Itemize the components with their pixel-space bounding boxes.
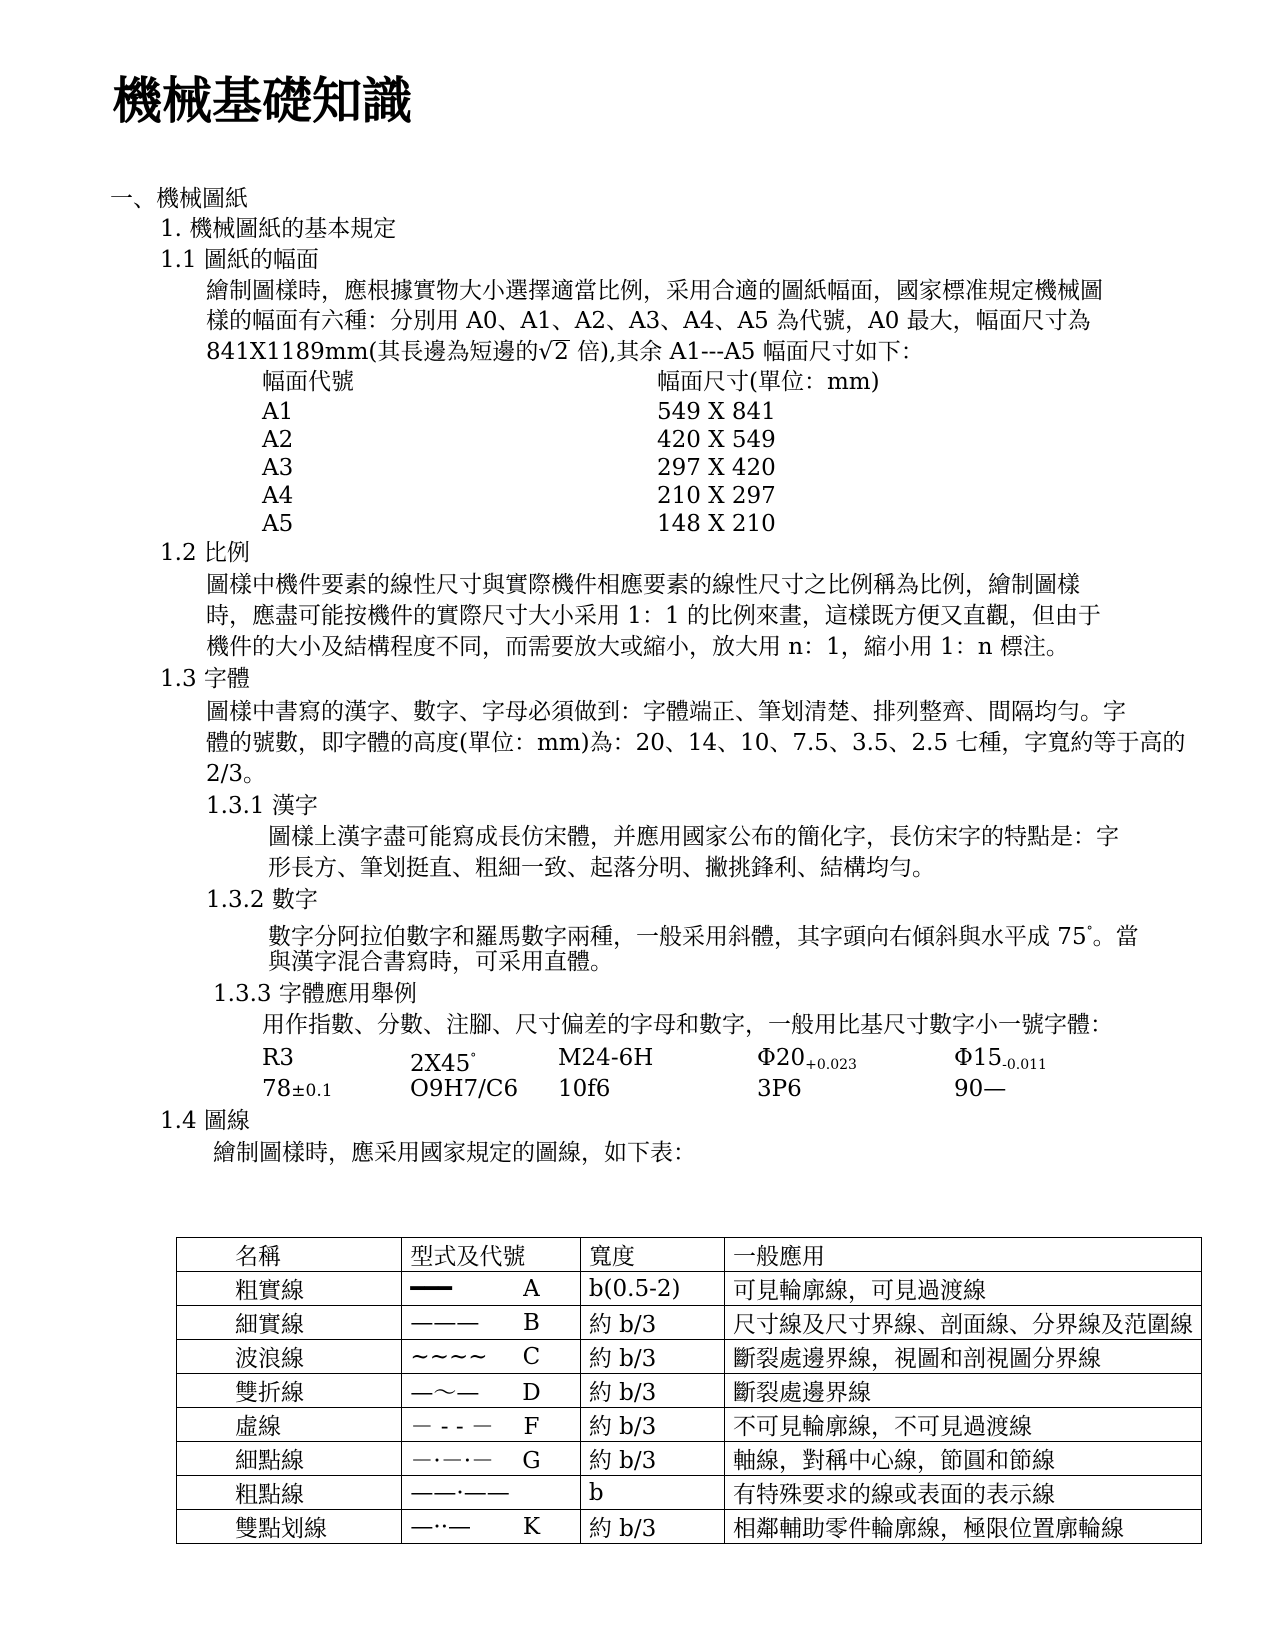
line-usage: 有特殊要求的線或表面的表示線 [725,1476,1202,1510]
paragraph-line: 繪制圖樣時，應根據實物大小選擇適當比例，采用合適的圖紙幅面，國家標准規定機械圖 [206,278,1103,304]
line-style-cell [402,1476,580,1510]
line-code: A [523,1275,540,1302]
text-span: 2X45 [410,1051,471,1077]
text-span: Φ15 [954,1045,1003,1071]
size-table-cell: A1 [262,399,294,425]
size-table-cell: A2 [262,427,294,453]
example-cell: R3 [262,1045,294,1071]
heading-1-1: 1.1 圖紙的幅面 [160,247,319,273]
table-row [177,1442,1202,1476]
text-span: Φ20 [757,1045,806,1071]
section-heading: 一、機械圖紙 [110,186,248,212]
line-usage: 相鄰輔助零件輪廓線，極限位置廓輪線 [725,1510,1202,1544]
line-width: 約 b/3 [580,1442,724,1476]
sqrt-radicand: 2 [554,339,569,365]
line-usage: 斷裂處邊界線，視圖和剖視圖分界線 [725,1340,1202,1374]
size-table-cell: 549 X 841 [657,399,776,425]
paragraph-line: 形長方、筆划挺直、粗細一致、起落分明、撇挑鋒利、結構均勻。 [268,855,935,881]
paragraph-line: 圖樣中機件要素的線性尺寸與實際機件相應要素的線性尺寸之比例稱為比例，繪制圖樣 [206,572,1080,598]
line-sample: ━━━ [410,1275,452,1302]
line-style-cell [402,1510,580,1544]
line-width: b [580,1476,724,1510]
line-width: 約 b/3 [580,1408,724,1442]
heading-1-3: 1.3 字體 [160,666,250,692]
table-row [177,1476,1202,1510]
example-cell: O9H7/C6 [410,1076,519,1102]
line-usage: 不可見輪廓線，不可見過渡線 [725,1408,1202,1442]
line-usage: 軸線，對稱中心線，節圓和節線 [725,1442,1202,1476]
paragraph-line: 與漢字混合書寫時，可采用直體。 [268,949,613,975]
tolerance-subscript: -0.011 [1002,1057,1047,1073]
line-code: C [522,1343,541,1370]
table-header-cell: 名稱 [177,1238,402,1272]
line-name: 波浪線 [177,1340,402,1374]
line-code: B [522,1309,540,1336]
heading-1-3-3: 1.3.3 字體應用舉例 [213,981,417,1007]
line-usage: 尺寸線及尺寸界線、剖面線、分界線及范圍線 [725,1306,1202,1340]
line-code: F [523,1414,540,1440]
example-cell [262,1074,333,1106]
degree-symbol: ° [470,1051,477,1065]
heading-1-3-2: 1.3.2 數字 [206,887,318,913]
example-cell: 90— [954,1076,1007,1102]
example-cell: M24-6H [558,1045,654,1071]
table-row [177,1408,1202,1442]
example-cell: 10f6 [558,1076,611,1102]
line-name: 粗實線 [177,1272,402,1306]
line-style-cell [402,1340,580,1374]
sqrt-symbol: √ [538,339,554,365]
tolerance-subscript: +0.023 [805,1057,857,1073]
paragraph-line: 繪制圖樣時，應采用國家規定的圖線，如下表： [213,1140,696,1166]
line-sample: —～— [410,1380,480,1406]
size-table-cell: 210 X 297 [657,483,776,509]
size-table-cell: A5 [262,511,294,537]
size-table-cell: A4 [262,483,294,509]
line-name: 虛線 [177,1408,402,1442]
size-table-header-code: 幅面代號 [262,369,354,395]
page-title: 機械基礎知識 [112,72,412,130]
table-row [177,1510,1202,1544]
line-width: 約 b/3 [580,1510,724,1544]
size-table-cell: 420 X 549 [657,427,776,453]
paragraph-line: 時，應盡可能按機件的實際尺寸大小采用 1：1 的比例來畫，這樣既方便又直觀，但由于 [206,603,1101,629]
heading-1-3-1: 1.3.1 漢字 [206,793,318,819]
tolerance-small: ±0.1 [291,1081,333,1101]
line-types-table [176,1237,1202,1544]
line-style-cell [402,1306,580,1340]
paragraph-line: 2/3。 [206,761,267,787]
line-code: D [522,1380,541,1406]
size-table-cell: 148 X 210 [657,511,776,537]
line-usage: 斷裂處邊界線 [725,1374,1202,1408]
line-name: 細實線 [177,1306,402,1340]
line-style-cell [402,1442,580,1476]
heading-1-2: 1.2 比例 [160,540,250,566]
line-style-cell [402,1272,580,1306]
line-sample: ——·—— [410,1479,510,1506]
degree-symbol: ° [1086,924,1093,938]
paragraph-line: 體的號數，即字體的高度(單位：mm)為：20、14、10、7.5、3.5、2.5 七種，字寬約等于高的 [206,730,1186,756]
paragraph-line: 機件的大小及結構程度不同，而需要放大或縮小，放大用 n：1，縮小用 1：n 標注。 [206,634,1069,660]
table-header-row [177,1238,1202,1272]
line-sample: —··— [410,1513,472,1540]
paragraph-line: 用作指數、分數、注腳、尺寸偏差的字母和數字，一般用比基尺寸數字小一號字體： [262,1012,1113,1038]
size-table-cell: A3 [262,455,294,481]
table-row [177,1272,1202,1306]
line-style-cell [402,1374,580,1408]
line-name: 細點線 [177,1442,402,1476]
line-usage: 可見輪廓線，可見過渡線 [725,1272,1202,1306]
line-code: K [522,1513,541,1540]
text-span: 78 [262,1076,292,1102]
example-cell: 3P6 [757,1076,802,1102]
table-header-cell: 型式及代號 [402,1238,580,1272]
text-span: 倍),其余 A1---A5 幅面尺寸如下： [569,339,924,365]
line-width: b(0.5-2) [580,1272,724,1306]
line-sample: －·－·－ [410,1448,495,1474]
line-name: 雙折線 [177,1374,402,1408]
paragraph-line [206,337,924,367]
table-row [177,1374,1202,1408]
line-sample: ——— [410,1309,480,1336]
text-span: 數字分阿拉伯數字和羅馬數字兩種，一般采用斜體，其字頭向右傾斜與水平成 75 [268,924,1087,950]
table-header-cell: 寬度 [580,1238,724,1272]
paragraph-line: 圖樣中書寫的漢字、數字、字母必須做到：字體端正、筆划清楚、排列整齊、間隔均勻。字 [206,699,1126,725]
line-sample: － - - － [410,1414,494,1440]
paragraph-line: 樣的幅面有六種：分別用 A0、A1、A2、A3、A4、A5 為代號，A0 最大，幅面尺寸為 [206,308,1091,334]
line-code: G [522,1448,541,1474]
line-style-cell [402,1408,580,1442]
line-width: 約 b/3 [580,1340,724,1374]
text-span: 841X1189mm(其長邊為短邊的 [206,339,539,365]
subsection-heading: 1. 機械圖紙的基本規定 [160,216,397,242]
size-table-header-size: 幅面尺寸(單位：mm) [657,369,880,395]
line-name: 粗點線 [177,1476,402,1510]
line-name: 雙點划線 [177,1510,402,1544]
size-table-cell: 297 X 420 [657,455,776,481]
table-row [177,1340,1202,1374]
line-width: 約 b/3 [580,1374,724,1408]
table-header-cell: 一般應用 [725,1238,1202,1272]
paragraph-line: 圖樣上漢字盡可能寫成長仿宋體，并應用國家公布的簡化字，長仿宋字的特點是：字 [268,824,1119,850]
table-row [177,1306,1202,1340]
line-width: 約 b/3 [580,1306,724,1340]
line-sample: ~~~~ [410,1343,488,1370]
heading-1-4: 1.4 圖線 [160,1108,250,1134]
text-span: 。當 [1092,924,1139,950]
